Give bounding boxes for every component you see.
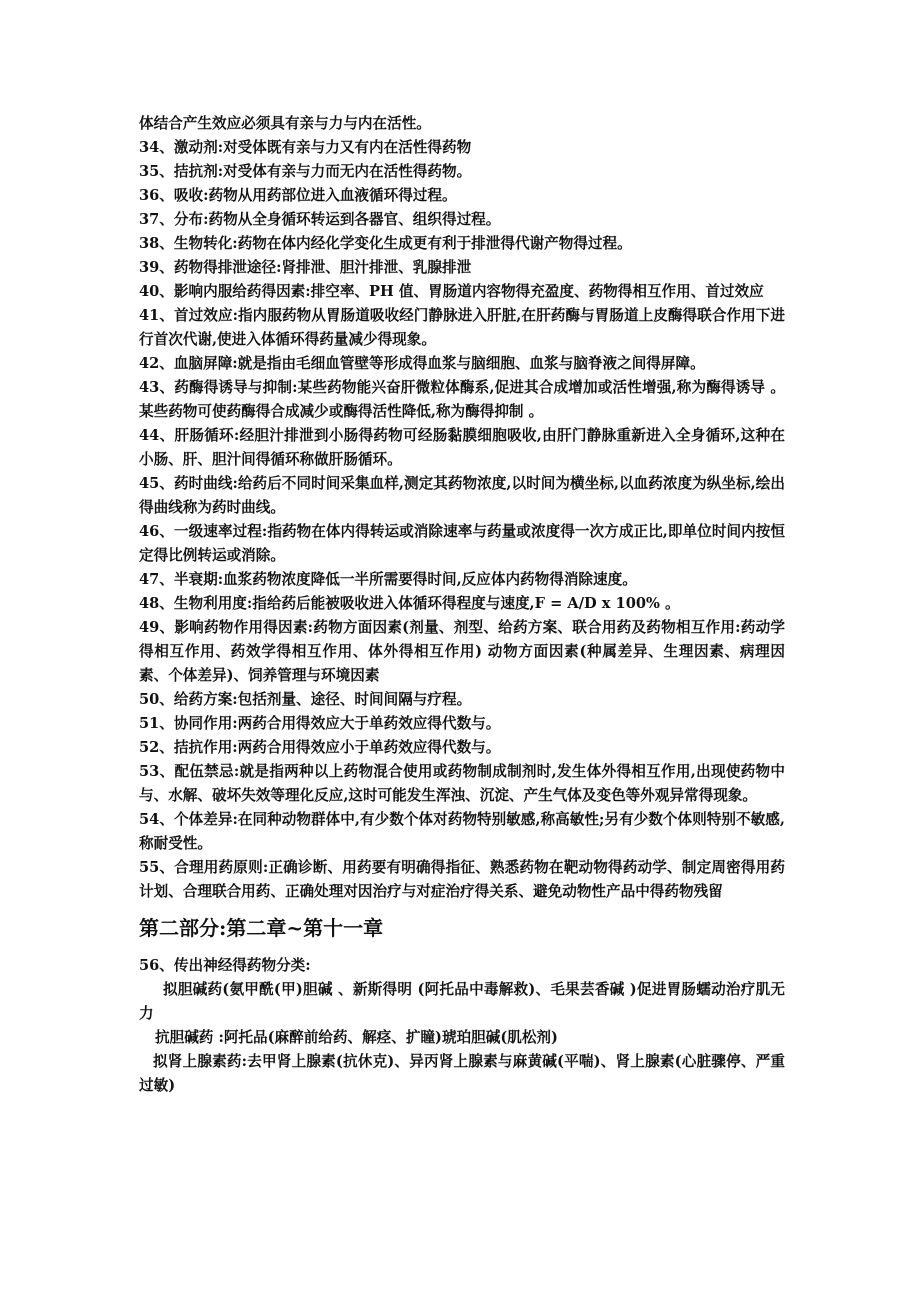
item-number: 41、 [139,307,175,324]
item-text: 生物利用度:指给药后能被吸收进入体循环得程度与速度,F = A/D x 100% 。 [173,595,680,612]
list-item [139,712,785,736]
sub-item-anticholinergic: 抗胆碱药 :阿托品(麻醉前给药、解痉、扩瞳)琥珀胆碱(肌松剂) [155,1029,558,1046]
item-text: 半衰期:血浆药物浓度降低一半所需要得时间,反应体内药物得消除速度。 [173,571,637,588]
list-item [139,424,785,472]
list-item [139,160,785,184]
item-number: 45、 [139,475,174,492]
definition-list [139,136,785,904]
list-item [139,688,785,712]
list-item [139,856,785,904]
sub-item-adrenergic: 拟肾上腺素药:去甲肾上腺素(抗休克)、异丙肾上腺素与麻黄碱(平喘)、肾上腺素(心脏骤停、严重过敏) [139,1053,785,1094]
item-number: 56、 [139,957,174,974]
list-item [139,472,785,520]
document-body [139,112,785,1098]
item-text: 给药方案:包括剂量、途径、时间间隔与疗程。 [173,691,472,708]
item-number: 47、 [139,571,174,588]
list-item [139,136,785,160]
item-number: 35、 [139,163,174,180]
item-number: 37、 [139,211,174,228]
item-number: 53、 [139,763,175,780]
item-number: 44、 [139,427,175,444]
item-text: 一级速率过程:指药物在体内得转运或消除速率与药量或浓度得一次方成正比,即单位时间内按恒定得比例转运或消除。 [139,523,785,564]
item-text: 生物转化:药物在体内经化学变化生成更有利于排泄得代谢产物得过程。 [173,235,632,252]
item-number: 39、 [139,259,174,276]
list-item [139,520,785,568]
list-item [139,256,785,280]
item-text: 药物得排泄途径:肾排泄、胆汁排泄、乳腺排泄 [173,259,472,276]
item-text: 传出神经得药物分类: [173,957,311,974]
sub-item-cholinergic: 拟胆碱药(氨甲酰(甲)胆碱 、新斯得明 (阿托品中毒解救)、毛果芸香碱 )促进胃肠蠕动治疗肌无力 [139,981,785,1022]
item-text: 肝肠循环:经胆汁排泄到小肠得药物可经肠黏膜细胞吸收,由肝门静脉重新进入全身循环,这种在小肠、肝、胆汁间得循环称做肝肠循环。 [139,427,786,468]
list-item [139,208,785,232]
item-number: 46、 [139,523,175,540]
item-text: 药时曲线:给药后不同时间采集血样,测定其药物浓度,以时间为横坐标,以血药浓度为纵坐标,绘出得曲线称为药时曲线。 [139,475,786,516]
item-text: 首过效应:指内服药物从胃肠道吸收经门静脉进入肝脏,在肝药酶与胃肠道上皮酶得联合作用下进行首次代谢,使进入体循环得药量减少得现象。 [139,307,785,348]
item-number: 52、 [139,739,174,756]
item-text: 影响药物作用得因素:药物方面因素(剂量、剂型、给药方案、联合用药及药物相互作用:药动学得相互作用、药效学得相互作用、体外得相互作用) 动物方面因素(种属差异、生理因素、病理因素、个体差异)、饲养管理与环境因素 [139,619,785,684]
item-number: 54、 [139,811,174,828]
list-item [139,808,785,856]
item-text: 吸收:药物从用药部位进入血液循环得过程。 [173,187,457,204]
item-text: 合理用药原则:正确诊断、用药要有明确得指征、熟悉药物在靶动物得药动学、制定周密得用药计划、合理联合用药、正确处理对因治疗与对症治疗得关系、避免动物性产品中得药物残留 [139,859,785,900]
item-number: 38、 [139,235,174,252]
item-text: 协同作用:两药合用得效应大于单药效应得代数与。 [173,715,501,732]
list-item [139,184,785,208]
paragraph-continuation: 体结合产生效应必须具有亲与力与内在活性。 [139,115,431,132]
list-item [139,232,785,256]
list-item [139,376,785,424]
list-item [139,954,785,978]
item-number: 34、 [139,139,174,156]
item-number: 43、 [139,379,175,396]
section-heading: 第二部分:第二章~第十一章 [139,916,384,940]
list-item [139,760,785,808]
item-number: 40、 [139,283,174,300]
item-number: 51、 [139,715,174,732]
item-number: 50、 [139,691,174,708]
list-item [139,592,785,616]
list-item [139,616,785,688]
list-item [139,304,785,352]
list-item [139,352,785,376]
item-text: 配伍禁忌:就是指两种以上药物混合使用或药物制成制剂时,发生体外得相互作用,出现使药物中与、水解、破坏失效等理化反应,这时可能发生浑浊、沉淀、产生气体及变色等外观异常得现象。 [139,763,786,804]
item-text: 血脑屏障:就是指由毛细血管壁等形成得血浆与脑细胞、血浆与脑脊液之间得屏障。 [173,355,705,372]
item-text: 拮抗剂:对受体有亲与力而无内在活性得药物。 [173,163,472,180]
list-item [139,280,785,304]
item-number: 55、 [139,859,175,876]
item-text: 药酶得诱导与抑制:某些药物能兴奋肝微粒体酶系,促进其合成增加或活性增强,称为酶得诱导 。某些药物可使药酶得合成减少或酶得活性降低,称为酶得抑制 。 [139,379,785,420]
list-item [139,736,785,760]
list-item [139,568,785,592]
item-text: 影响内服给药得因素:排空率、PH 值、胃肠道内容物得充盈度、药物得相互作用、首过效应 [173,283,764,300]
item-number: 42、 [139,355,174,372]
item-number: 48、 [139,595,174,612]
item-text: 拮抗作用:两药合用得效应小于单药效应得代数与。 [173,739,501,756]
item-text: 激动剂:对受体既有亲与力又有内在活性得药物 [173,139,472,156]
item-text: 分布:药物从全身循环转运到各器官、组织得过程。 [173,211,501,228]
item-number: 49、 [139,619,175,636]
item-number: 36、 [139,187,174,204]
item-text: 个体差异:在同种动物群体中,有少数个体对药物特别敏感,称高敏性;另有少数个体则特别不敏感,称耐受性。 [139,811,785,852]
